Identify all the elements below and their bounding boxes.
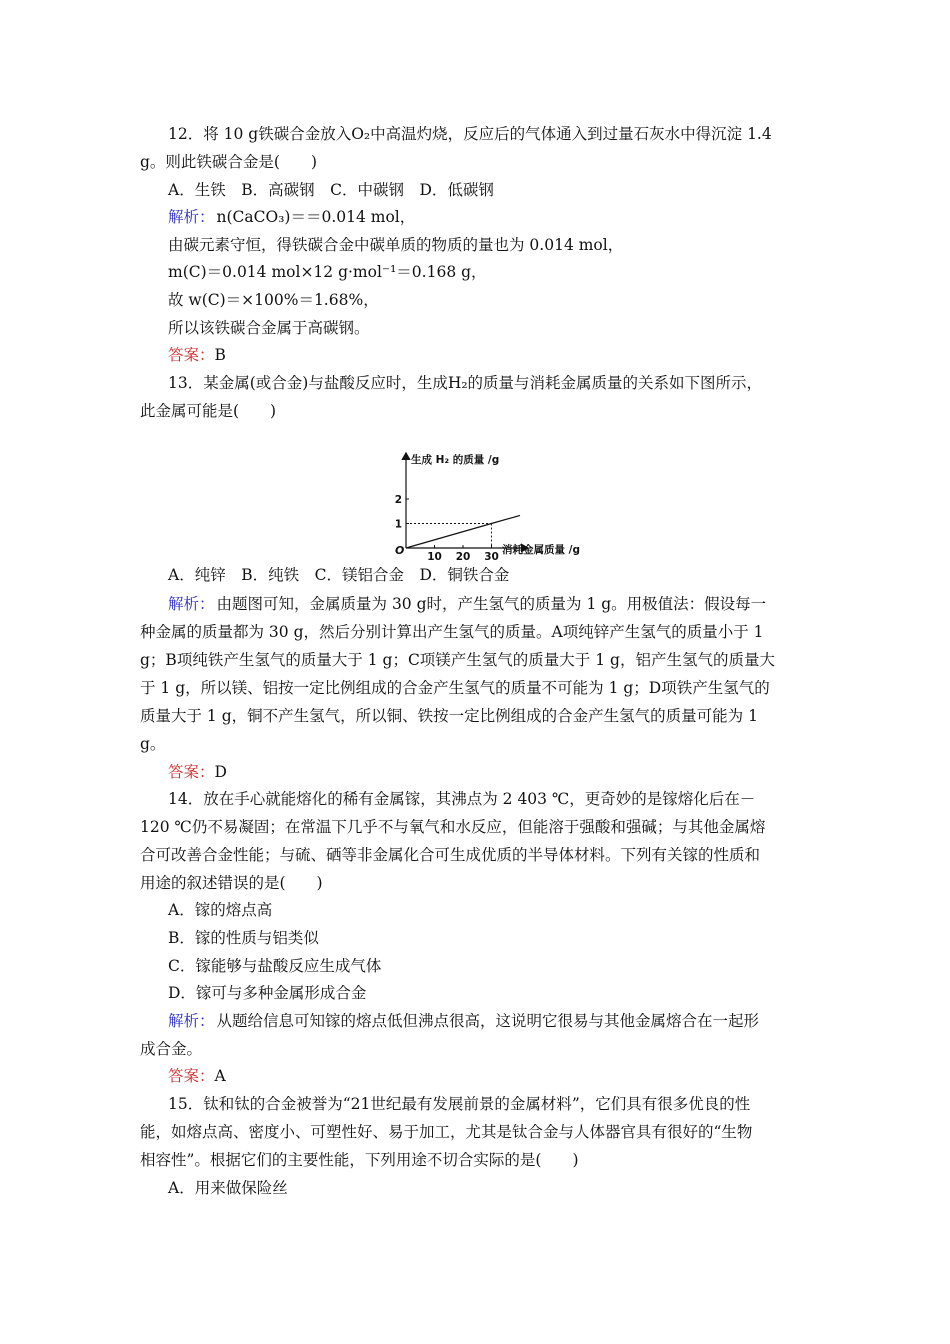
q13-analysis-line-4: 于 1 g，所以镁、铝按一定比例组成的合金产生氢气的质量不可能为 1 g；D项铁产生氢气的 [140, 679, 770, 697]
q14-option-d: D．镓可与多种金属形成合金 [168, 984, 367, 1002]
q12-stem-line-1: 12．将 10 g铁碳合金放入O₂中高温灼烧，反应后的气体通入到过量石灰水中得沉淀 1.4 [168, 125, 772, 143]
answer-value: B [214, 346, 226, 364]
answer-label: 答案： [168, 1067, 215, 1085]
q12-analysis-line-4: 故 w(C)＝×100%＝1.68%， [168, 291, 379, 309]
q13-options: A．纯锌 B．纯铁 C．镁铝合金 D．铜铁合金 [168, 566, 510, 584]
q13-stem-line-2: 此金属可能是( ) [140, 402, 277, 420]
answer-label: 答案： [168, 763, 215, 781]
q14-option-c: C．镓能够与盐酸反应生成气体 [168, 957, 382, 975]
analysis-label: 解析： [168, 208, 215, 226]
q15-stem-line-3: 相容性”。根据它们的主要性能，下列用途不切合实际的是( ) [140, 1151, 579, 1169]
analysis-text: n(CaCO₃)＝＝0.014 mol， [216, 208, 416, 226]
y-tick-label: 2 [394, 494, 402, 506]
answer-label: 答案： [168, 346, 215, 364]
q14-stem-line-4: 用途的叙述错误的是( ) [140, 874, 323, 892]
q14-analysis-line-1 [168, 1011, 848, 1031]
answer-value: D [214, 763, 227, 781]
x-tick-label: 20 [455, 551, 471, 562]
analysis-label: 解析： [168, 595, 215, 613]
chart-ticks [395, 494, 499, 562]
q15-stem-line-2: 能，如熔点高、密度小、可塑性好、易于加工，尤其是钛合金与人体器官具有很好的“生物 [140, 1123, 753, 1141]
q14-answer [168, 1066, 848, 1086]
x-tick-label: 10 [427, 551, 442, 562]
q12-analysis-line-5: 所以该铁碳合金属于高碳钢。 [168, 319, 370, 337]
analysis-text: 从题给信息可知镓的熔点低但沸点很高，这说明它很易与其他金属熔合在一起形 [216, 1012, 760, 1030]
q14-stem-line-3: 合可改善合金性能；与硫、硒等非金属化合可生成优质的半导体材料。下列有关镓的性质和 [140, 846, 761, 864]
answer-value: A [214, 1067, 226, 1085]
q13-stem-line-1: 13．某金属(或合金)与盐酸反应时，生成H₂的质量与消耗金属质量的关系如下图所示， [168, 374, 763, 392]
q14-analysis-line-2: 成合金。 [140, 1040, 203, 1058]
x-tick-label: 30 [484, 551, 499, 562]
q14-stem-line-1: 14．放在手心就能熔化的稀有金属镓，其沸点为 2 403 ℃，更奇妙的是镓熔化后在－ [168, 790, 756, 808]
q13-analysis-line-3: g；B项纯铁产生氢气的质量大于 1 g；C项镁产生氢气的质量大于 1 g，铝产生氢气的质量大 [140, 651, 775, 669]
q13-analysis-line-2: 种金属的质量都为 30 g，然后分别计算出产生氢气的质量。A项纯锌产生氢气的质量小于 1 [140, 623, 764, 641]
q15-option-a: A．用来做保险丝 [168, 1179, 288, 1197]
analysis-text: 由题图可知，金属质量为 30 g时，产生氢气的质量为 1 g。用极值法：假设每一 [216, 595, 767, 613]
y-tick-label: 1 [394, 518, 402, 531]
chart-xlabel: 消耗金属质量 /g [502, 544, 581, 556]
q13-analysis-line-6: g。 [140, 735, 166, 753]
q12-options: A．生铁 B．高碳钢 C．中碳钢 D．低碳钢 [168, 181, 494, 199]
h2-mass-chart [392, 447, 606, 562]
q14-option-a: A．镓的熔点高 [168, 901, 273, 919]
q12-answer [168, 345, 848, 365]
q14-option-b: B．镓的性质与铝类似 [168, 929, 319, 947]
q12-stem-line-2: g。则此铁碳合金是( ) [140, 153, 318, 171]
q13-analysis-line-1 [168, 594, 848, 614]
q12-analysis-line-1 [168, 207, 848, 227]
chart-ylabel: 生成 H₂ 的质量 /g [411, 454, 500, 466]
chart-origin-label: O [395, 544, 405, 557]
q14-stem-line-2: 120 ℃仍不易凝固；在常温下几乎不与氧气和水反应，但能溶于强酸和强碱；与其他金属熔 [140, 818, 766, 836]
q12-analysis-line-3: m(C)＝0.014 mol×12 g·mol⁻¹＝0.168 g， [168, 263, 487, 281]
analysis-label: 解析： [168, 1012, 215, 1030]
q12-analysis-line-2: 由碳元素守恒，得铁碳合金中碳单质的物质的量也为 0.014 mol， [168, 236, 624, 254]
q15-stem-line-1: 15．钛和钛的合金被誉为“21世纪最有发展前景的金属材料”，它们具有很多优良的性 [168, 1095, 751, 1113]
q13-analysis-line-5: 质量大于 1 g，铜不产生氢气，所以铜、铁按一定比例组成的合金产生氢气的质量可能为 1 [140, 707, 758, 725]
q13-answer [168, 762, 848, 782]
